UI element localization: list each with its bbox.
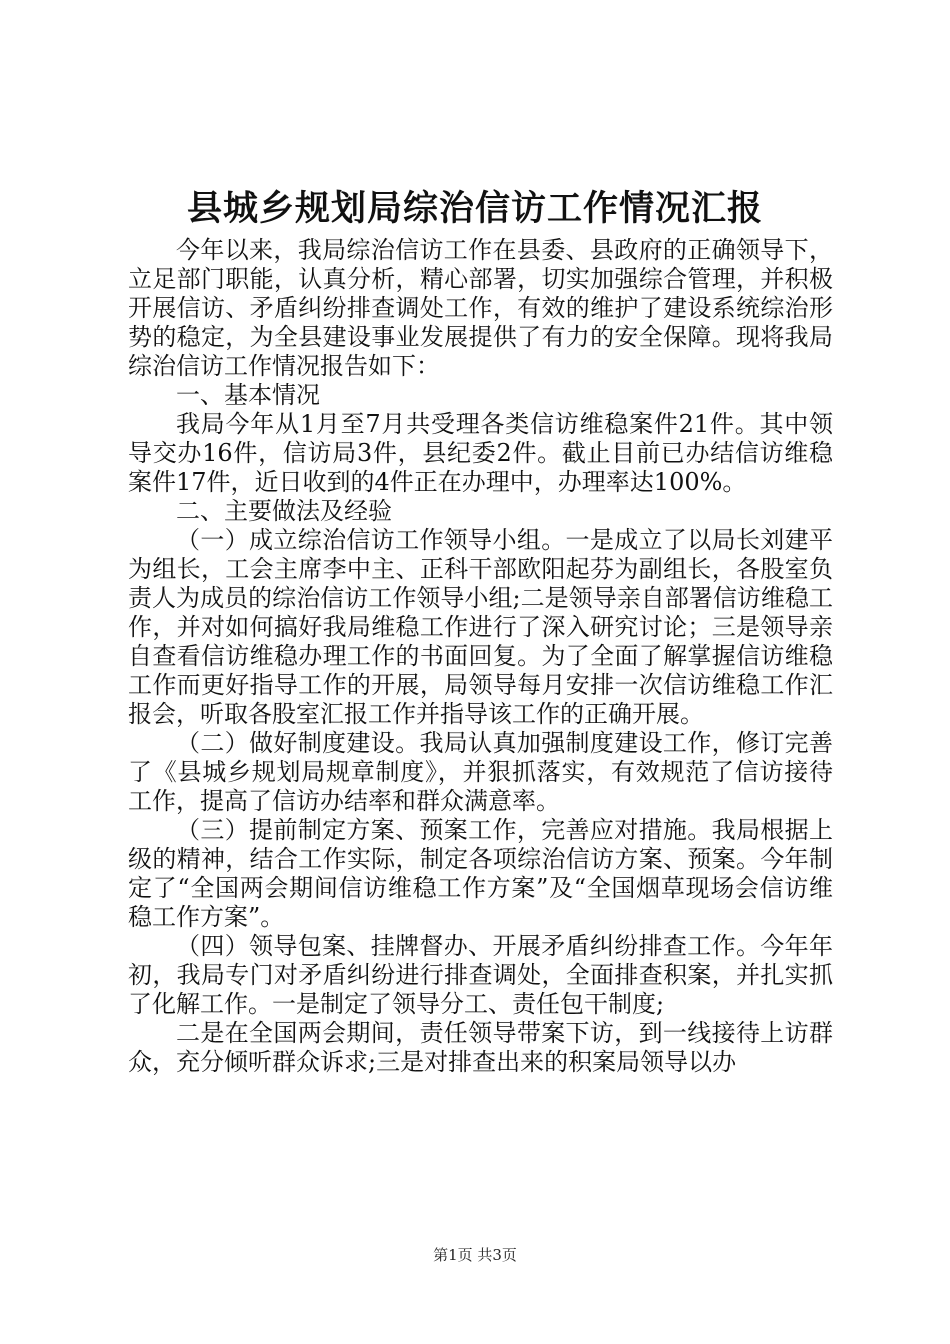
- paragraph-intro: 今年以来，我局综治信访工作在县委、县政府的正确领导下，立足部门职能，认真分析，精心部署，切实加强综合管理，并积极开展信访、矛盾纠纷排查调处工作，有效的维护了建设系统综治形势的稳定，为全县建设事业发展提供了有力的安全保障。现将我局综治信访工作情况报告如下：: [128, 236, 833, 380]
- paragraph-item-3: （三）提前制定方案、预案工作，完善应对措施。我局根据上级的精神，结合工作实际，制定各项综治信访方案、预案。今年制定了“全国两会期间信访维稳工作方案”及“全国烟草现场会信访维稳工作方案”。: [128, 816, 833, 931]
- paragraph-item-2: （二）做好制度建设。我局认真加强制度建设工作，修订完善了《县城乡规划局规章制度》，并狠抓落实，有效规范了信访接待工作，提高了信访办结率和群众满意率。: [128, 729, 833, 815]
- paragraph-item-1: （一）成立综治信访工作领导小组。一是成立了以局长刘建平为组长，工会主席李中主、正科干部欧阳起芬为副组长，各股室负责人为成员的综治信访工作领导小组;二是领导亲自部署信访维稳工作，并对如何搞好我局维稳工作进行了深入研究讨论；三是领导亲自查看信访维稳办理工作的书面回复。为了全面了解掌握信访维稳工作而更好指导工作的开展，局领导每月安排一次信访维稳工作汇报会，听取各股室汇报工作并指导该工作的正确开展。: [128, 526, 833, 728]
- paragraph-basic-situation: 我局今年从1月至7月共受理各类信访维稳案件21件。其中领导交办16件，信访局3件，县纪委2件。截止目前已办结信访维稳案件17件，近日收到的4件正在办理中，办理率达100%。: [128, 410, 833, 496]
- page-number-footer: 第1页 共3页: [433, 1246, 517, 1264]
- paragraph-item-4-continued: 二是在全国两会期间，责任领导带案下访，到一线接待上访群众，充分倾听群众诉求;三是对排查出来的积案局领导以办: [128, 1019, 833, 1076]
- section-heading-basic: 一、基本情况: [176, 381, 320, 409]
- document-body: [128, 236, 833, 1077]
- paragraph-item-4: （四）领导包案、挂牌督办、开展矛盾纠纷排查工作。今年年初，我局专门对矛盾纠纷进行排查调处，全面排查积案，并扎实抓了化解工作。一是制定了领导分工、责任包干制度;: [128, 932, 833, 1018]
- section-heading-methods: 二、主要做法及经验: [176, 497, 392, 525]
- document-title: 县城乡规划局综治信访工作情况汇报: [186, 188, 763, 229]
